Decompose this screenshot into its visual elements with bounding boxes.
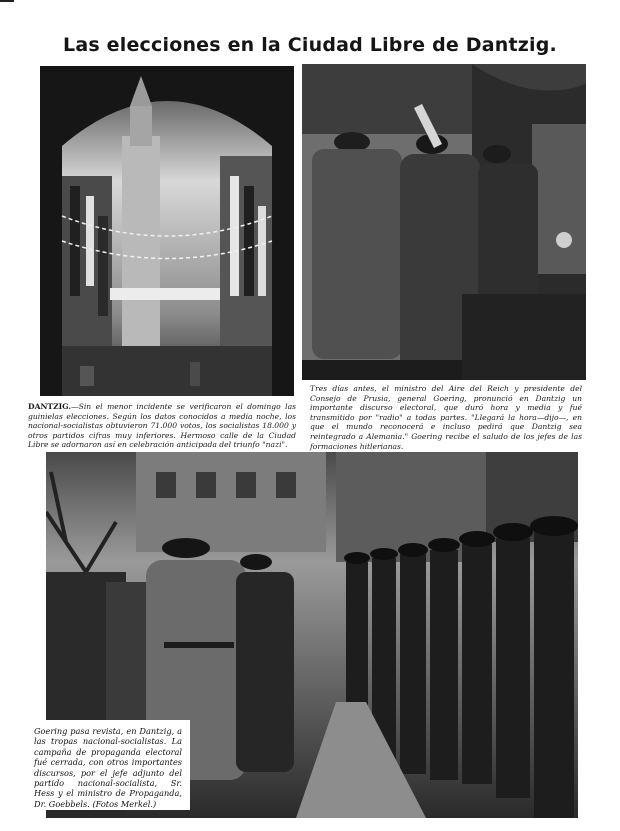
- corner-mark: [0, 0, 14, 2]
- caption-goering: Tres días antes, el ministro del Aire del Reich y presidente del Consejo de Prusia, general Goering, pronunció en Dantzig un importante discurso electoral, que duró hora y media y fué transmitido por "radio" a todas partes. "Llegará la hora—dijo—, en que el mundo reconocerá e incluso pedirá que Dantzig sea reintegrado a Alemania." Goering recibe el saludo de los jefes de las formaciones hitlerianas.: [310, 384, 582, 451]
- photo-street-flags: [40, 66, 294, 396]
- caption-street: [28, 402, 296, 450]
- photo-goering-salute: [302, 64, 586, 380]
- caption-street-lead: DANTZIG.: [28, 402, 72, 411]
- page-headline: Las elecciones en la Ciudad Libre de Dantzig.: [63, 34, 557, 56]
- caption-street-body: —Sin el menor incidente se verificaron el domingo las guinielas elecciones. Según los datos conocidos a media noche, los nacional-socialistas obtuvieron 71.000 votos, los socialistas 18.000 y otros partidos cifras muy inferiores. Hermoso calle de la Ciudad Libre se adornaron así en celebración anticipada del triunfo "nazi".: [28, 402, 296, 450]
- caption-parade: Goering pasa revista, en Dantzig, a las tropas nacional-socialistas. La campaña de propaganda electoral fué cerrada, con otros importantes discursos, por el jefe adjunto del partido nacional-socialista, Sr. Hess y el ministro de Propaganda, Dr. Goebbels. (Fotos Merkel.): [26, 720, 190, 810]
- photo-goering-salute-image: [302, 64, 586, 380]
- photo-street-flags-image: [40, 66, 294, 396]
